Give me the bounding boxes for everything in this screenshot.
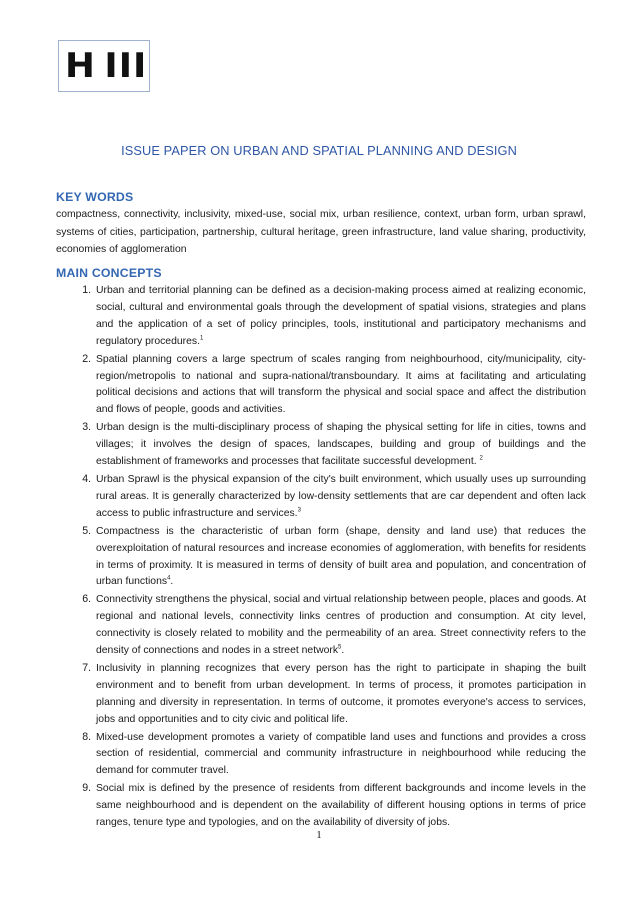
concept-text: Social mix is defined by the presence of residents from different backgrounds and income levels in the same neighbourhood and is dependent on the availability of different housing options in terms of price ranges, tenure type and typologies, and on the availability of diversity of jobs.: [96, 783, 586, 829]
concept-text: Urban Sprawl is the physical expansion of the city's built environment, which usually uses up surrounding rural areas. It is generally characterized by low-density settlements that are car dependent and often lack access to public infrastructure and services.: [96, 473, 586, 519]
concept-item: [94, 523, 586, 592]
footnote-ref[interactable]: 3: [297, 507, 301, 514]
document-title: ISSUE PAPER ON URBAN AND SPATIAL PLANNING AND DESIGN: [121, 143, 517, 158]
main-concepts-list: [56, 282, 586, 832]
concept-item: [94, 419, 586, 471]
concept-text: Spatial planning covers a large spectrum of scales ranging from neighbourhood, city/municipality, city-region/metropolis to national and supra-national/transboundary. It aims at facilitating and articulating political decisions and actions that will transform the physical and social space and affect the distribution and flows of people, goods and activities.: [96, 353, 586, 416]
concept-text: Compactness is the characteristic of urban form (shape, density and land use) that reduces the overexploitation of natural resources and increase economies of agglomeration, with benefits for residents in terms of proximity. It is measured in terms of density of built area and population, and concentration of urban functions: [96, 525, 586, 588]
logo: [58, 40, 150, 92]
footnote-ref[interactable]: 5: [338, 644, 342, 651]
footnote-ref[interactable]: 2: [479, 455, 483, 462]
keywords-text: compactness, connectivity, inclusivity, mixed-use, social mix, urban resilience, context, urban form, urban sprawl, systems of cities, participation, partnership, cultural heritage, green infrastructure, land value sharing, productivity, economies of agglomeration: [56, 209, 586, 255]
concept-text-end: .: [170, 576, 174, 588]
logo-bars: III: [104, 46, 148, 86]
concept-item: [94, 729, 586, 781]
concept-text: Inclusivity in planning recognizes that every person has the right to participate in shaping the built environment and to benefit from urban development. In terms of process, it promotes participation in planning and diversity in representation. In terms of outcome, it promotes everyone's access to services, jobs and opportunities and to city civic and political life.: [96, 662, 586, 725]
concept-text: Urban and territorial planning can be defined as a decision-making process aimed at realizing economic, social, cultural and environmental goals through the development of spatial visions, strategies and plans and the application of a set of policy principles, tools, institutional and participatory mechanisms and regulatory procedures.: [96, 285, 586, 347]
concept-item: [94, 591, 586, 660]
concept-item: [94, 780, 586, 832]
concept-text: Connectivity strengthens the physical, social and virtual relationship between people, places and goods. At regional and national levels, connectivity links centres of production and consumption. At city level, connectivity is closely related to mobility and the permeability of an area. Street connectivity refers to the density of connections and nodes in a street network: [96, 594, 586, 657]
logo-mark: [65, 46, 148, 86]
keywords-heading: KEY WORDS: [56, 190, 134, 204]
logo-h: H: [65, 46, 96, 86]
footnote-ref[interactable]: 4: [167, 575, 171, 582]
concept-text-end: .: [341, 645, 345, 657]
concept-item: [94, 282, 586, 351]
footnote-ref[interactable]: 1: [199, 335, 204, 342]
main-concepts-heading: MAIN CONCEPTS: [56, 266, 162, 280]
concept-item: [94, 471, 586, 523]
concept-item: [94, 351, 586, 420]
concept-text: Urban design is the multi-disciplinary process of shaping the physical setting for life in cities, towns and villages; it involves the design of spaces, landscapes, building and group of buildings and the establishment of frameworks and processes that facilitate successful development.: [96, 422, 586, 468]
page-number: 1: [316, 829, 322, 841]
concept-item: [94, 660, 586, 729]
concept-text: Mixed-use development promotes a variety of compatible land uses and functions and provides a cross section of residential, commercial and community infrastructure in neighbourhood while reducing the demand for commuter travel.: [96, 731, 586, 777]
